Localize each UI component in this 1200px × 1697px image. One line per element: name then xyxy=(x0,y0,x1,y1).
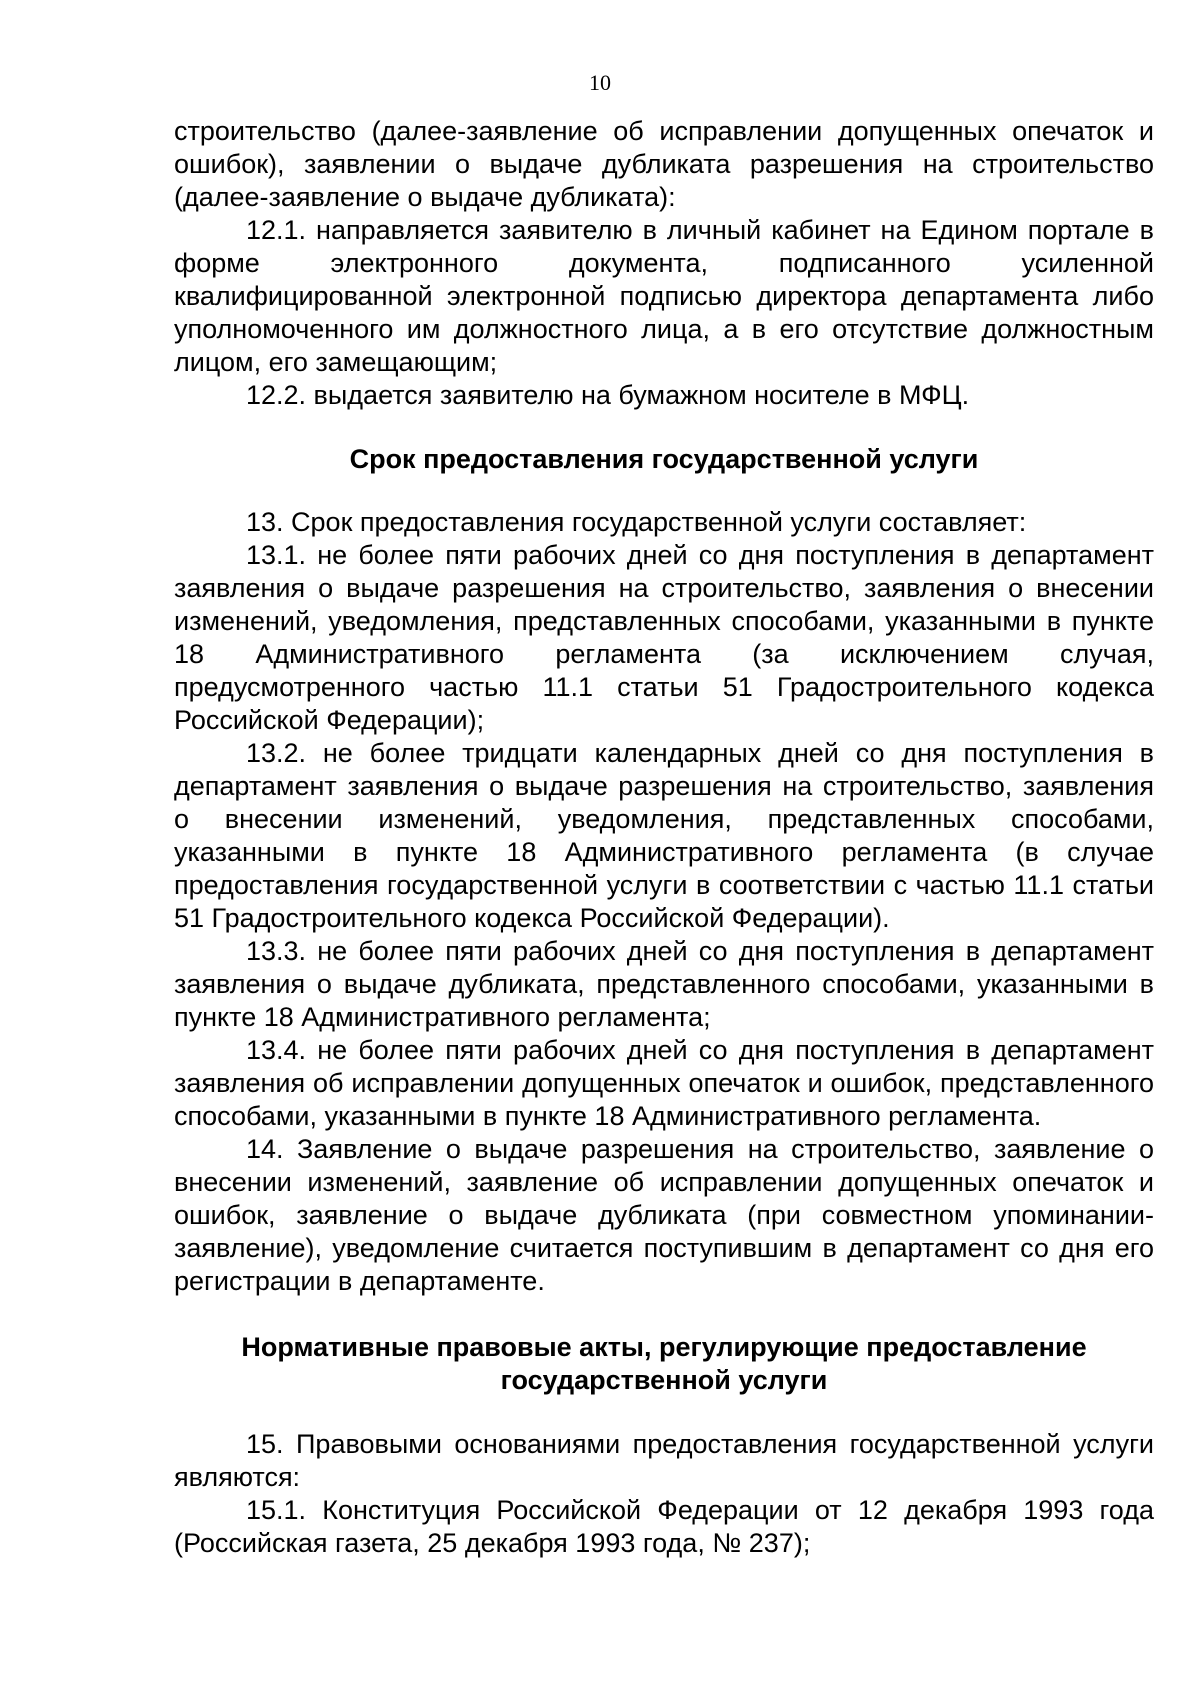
page-number: 10 xyxy=(589,70,611,95)
paragraph-15: 15. Правовыми основаниями предоставления государственной услуги являются: xyxy=(174,1429,1154,1492)
paragraph-13-1: 13.1. не более пяти рабочих дней со дня поступления в департамент заявления о выдаче разрешения на строительство, заявления о внесении изменений, уведомления, представленных способами, указанными в пункте 18 Административного регламента (за исключением случая, предусмотренного частью 11.1 статьи 51 Градостроительного кодекса Российской Федерации); xyxy=(174,540,1154,735)
section-heading-legal-acts-line-2: государственной услуги xyxy=(500,1365,828,1395)
paragraph-12-2: 12.2. выдается заявителю на бумажном носителе в МФЦ. xyxy=(246,380,970,410)
paragraph-15-1: 15.1. Конституция Российской Федерации от 12 декабря 1993 года (Российская газета, 25 декабря 1993 года, № 237); xyxy=(174,1495,1154,1558)
paragraph-13-4: 13.4. не более пяти рабочих дней со дня поступления в департамент заявления об исправлении допущенных опечаток и ошибок, представленного способами, указанными в пункте 18 Административного регламента. xyxy=(174,1035,1154,1131)
paragraph-13: 13. Срок предоставления государственной услуги составляет: xyxy=(246,507,1027,537)
paragraph-12-1: 12.1. направляется заявителю в личный кабинет на Едином портале в форме электронного документа, подписанного усиленной квалифицированной электронной подписью директора департамента либо уполномоченного им должностного лица, а в его отсутствие должностным лицом, его замещающим; xyxy=(174,215,1154,377)
document-body xyxy=(174,115,1154,1560)
paragraph-13-3: 13.3. не более пяти рабочих дней со дня поступления в департамент заявления о выдаче дубликата, представленного способами, указанными в пункте 18 Административного регламента; xyxy=(174,936,1154,1032)
paragraph-13-2: 13.2. не более тридцати календарных дней со дня поступления в департамент заявления о выдаче разрешения на строительство, заявления о внесении изменений, уведомления, представленных способами, указанными в пункте 18 Административного регламента (в случае предоставления государственной услуги в соответствии с частью 11.1 статьи 51 Градостроительного кодекса Российской Федерации). xyxy=(174,738,1154,933)
paragraph-14: 14. Заявление о выдаче разрешения на строительство, заявление о внесении изменений, заявление об исправлении допущенных опечаток и ошибок, заявление о выдаче дубликата (при совместном упоминании-заявление), уведомление считается поступившим в департамент со дня его регистрации в департаменте. xyxy=(174,1134,1154,1296)
paragraph-continuation: строительство (далее-заявление об исправлении допущенных опечаток и ошибок), заявлении о выдаче дубликата разрешения на строительство (далее-заявление о выдаче дубликата): xyxy=(174,116,1154,212)
section-heading-term: Срок предоставления государственной услуги xyxy=(349,444,979,474)
section-heading-legal-acts xyxy=(174,1331,1154,1397)
section-heading-legal-acts-line-1: Нормативные правовые акты, регулирующие предоставление xyxy=(241,1332,1087,1362)
